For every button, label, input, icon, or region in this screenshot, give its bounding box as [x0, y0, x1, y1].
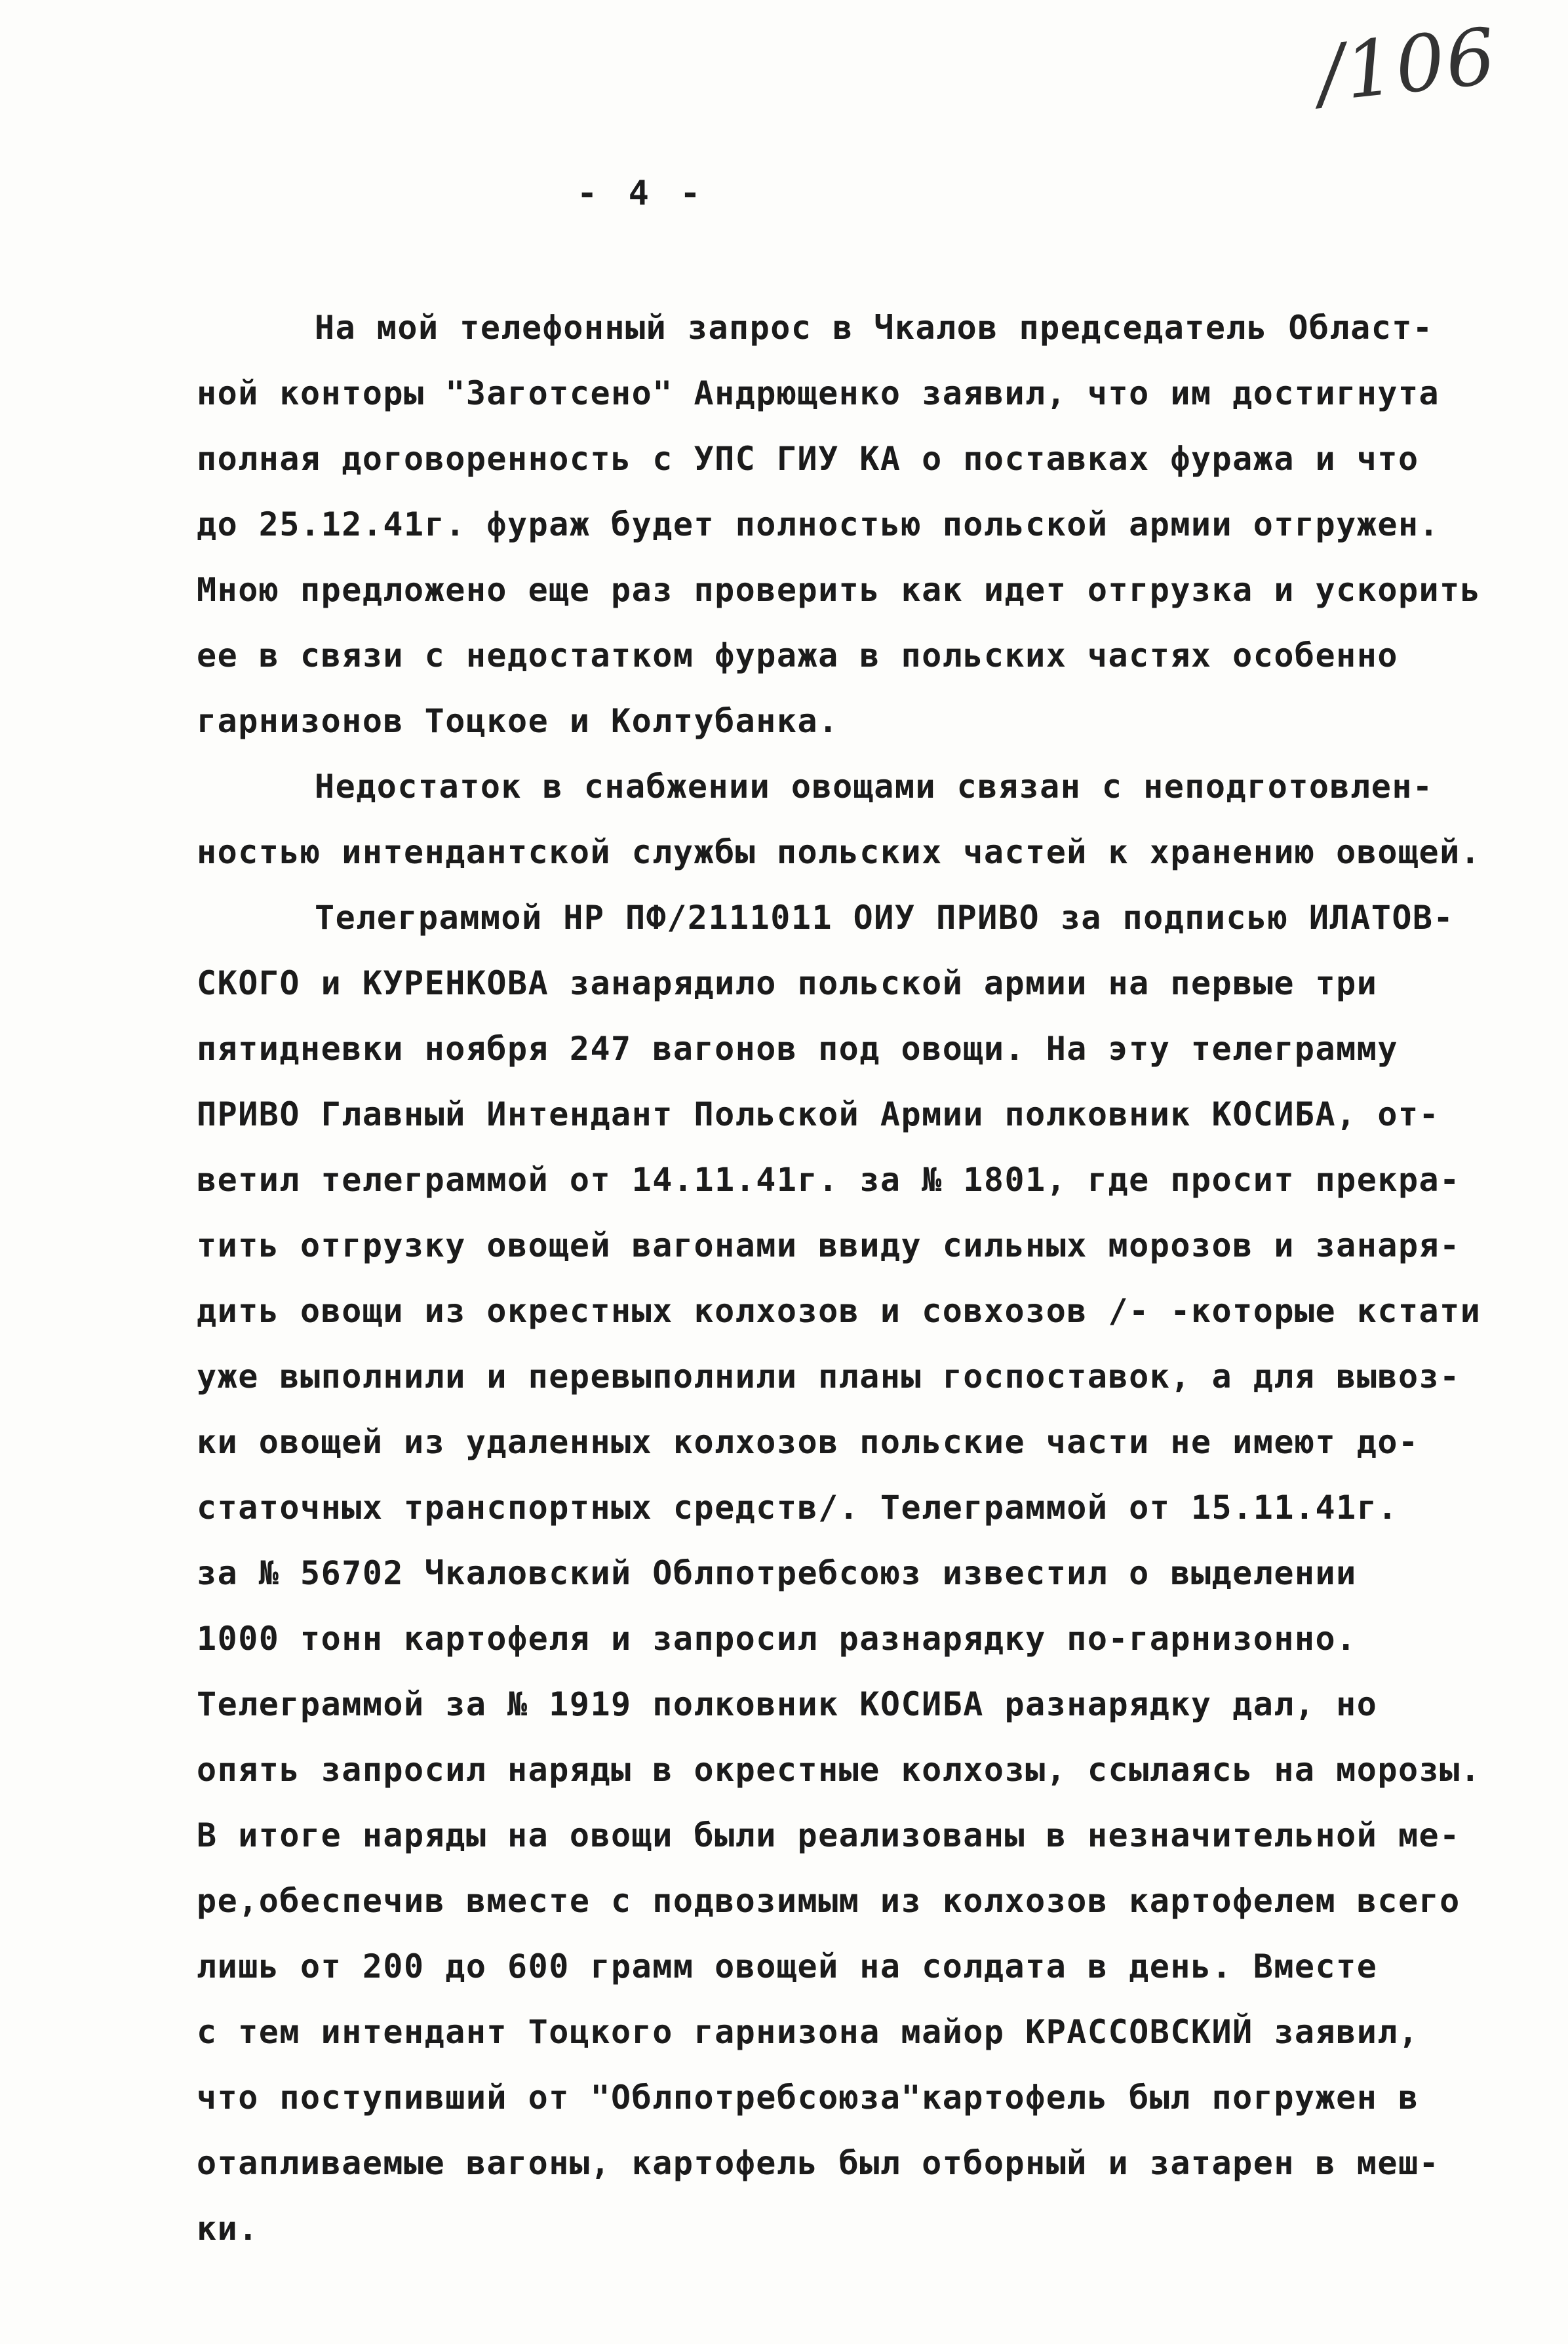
text-line: Телеграммой НР ПФ/2111011 ОИУ ПРИВО за подписью ИЛАТОВ- [315, 899, 1455, 937]
text-line: ностью интендантской службы польских частей к хранению овощей. [197, 833, 1481, 871]
text-line: гарнизонов Тоцкое и Колтубанка. [197, 702, 839, 740]
text-line: Мною предложено еще раз проверить как идет отгрузка и ускорить [197, 571, 1481, 609]
text-line: лишь от 200 до 600 грамм овощей на солдата в день. Вместе [197, 1947, 1378, 1985]
text-line: ной конторы "Заготсено" Андрющенко заявил, что им достигнута [197, 374, 1440, 412]
text-line: Недостаток в снабжении овощами связан с неподготовлен- [315, 768, 1434, 806]
text-line: пятидневки ноября 247 вагонов под овощи. На эту телеграмму [197, 1030, 1398, 1068]
text-line: полная договоренность с УПС ГИУ КА о поставках фуража и что [197, 440, 1419, 478]
text-line: Телеграммой за № 1919 полковник КОСИБА разнарядку дал, но [197, 1685, 1378, 1723]
archive-page-number: /106 [1313, 10, 1501, 119]
text-line: СКОГО и КУРЕНКОВА занарядило польской армии на первые три [197, 964, 1378, 1002]
text-line: ки овощей из удаленных колхозов польские части не имеют до- [197, 1423, 1419, 1461]
text-line: за № 56702 Чкаловский Облпотребсоюз известил о выделении [197, 1554, 1357, 1592]
text-line: отапливаемые вагоны, картофель был отборный и затарен в меш- [197, 2144, 1440, 2182]
text-line: На мой телефонный запрос в Чкалов председатель Област- [315, 309, 1434, 347]
page-number: - 4 - [577, 174, 706, 213]
text-line: до 25.12.41г. фураж будет полностью польской армии отгружен. [197, 505, 1440, 543]
text-line: дить овощи из окрестных колхозов и совхозов /- -которые кстати [197, 1292, 1481, 1330]
text-line: 1000 тонн картофеля и запросил разнарядку по-гарнизонно. [197, 1620, 1357, 1658]
text-line: с тем интендант Тоцкого гарнизона майор КРАССОВСКИЙ заявил, [197, 2013, 1419, 2051]
text-line: ПРИВО Главный Интендант Польской Армии полковник КОСИБА, от- [197, 1095, 1440, 1133]
text-line: ки. [197, 2210, 259, 2248]
text-line: ре,обеспечив вместе с подвозимым из колхозов картофелем всего [197, 1882, 1460, 1920]
text-line: ее в связи с недостатком фуража в польских частях особенно [197, 636, 1398, 674]
text-line: тить отгрузку овощей вагонами ввиду сильных морозов и занаря- [197, 1226, 1460, 1264]
text-line: уже выполнили и перевыполнили планы госпоставок, а для вывоз- [197, 1358, 1460, 1396]
text-line: статочных транспортных средств/. Телеграммой от 15.11.41г. [197, 1489, 1398, 1527]
text-line: что поступивший от "Облпотребсоюза"картофель был погружен в [197, 2079, 1419, 2117]
text-line: В итоге наряды на овощи были реализованы в незначительной ме- [197, 1816, 1460, 1854]
text-line: опять запросил наряды в окрестные колхозы, ссылаясь на морозы. [197, 1751, 1481, 1789]
text-line: ветил телеграммой от 14.11.41г. за № 1801, где просит прекра- [197, 1161, 1460, 1199]
